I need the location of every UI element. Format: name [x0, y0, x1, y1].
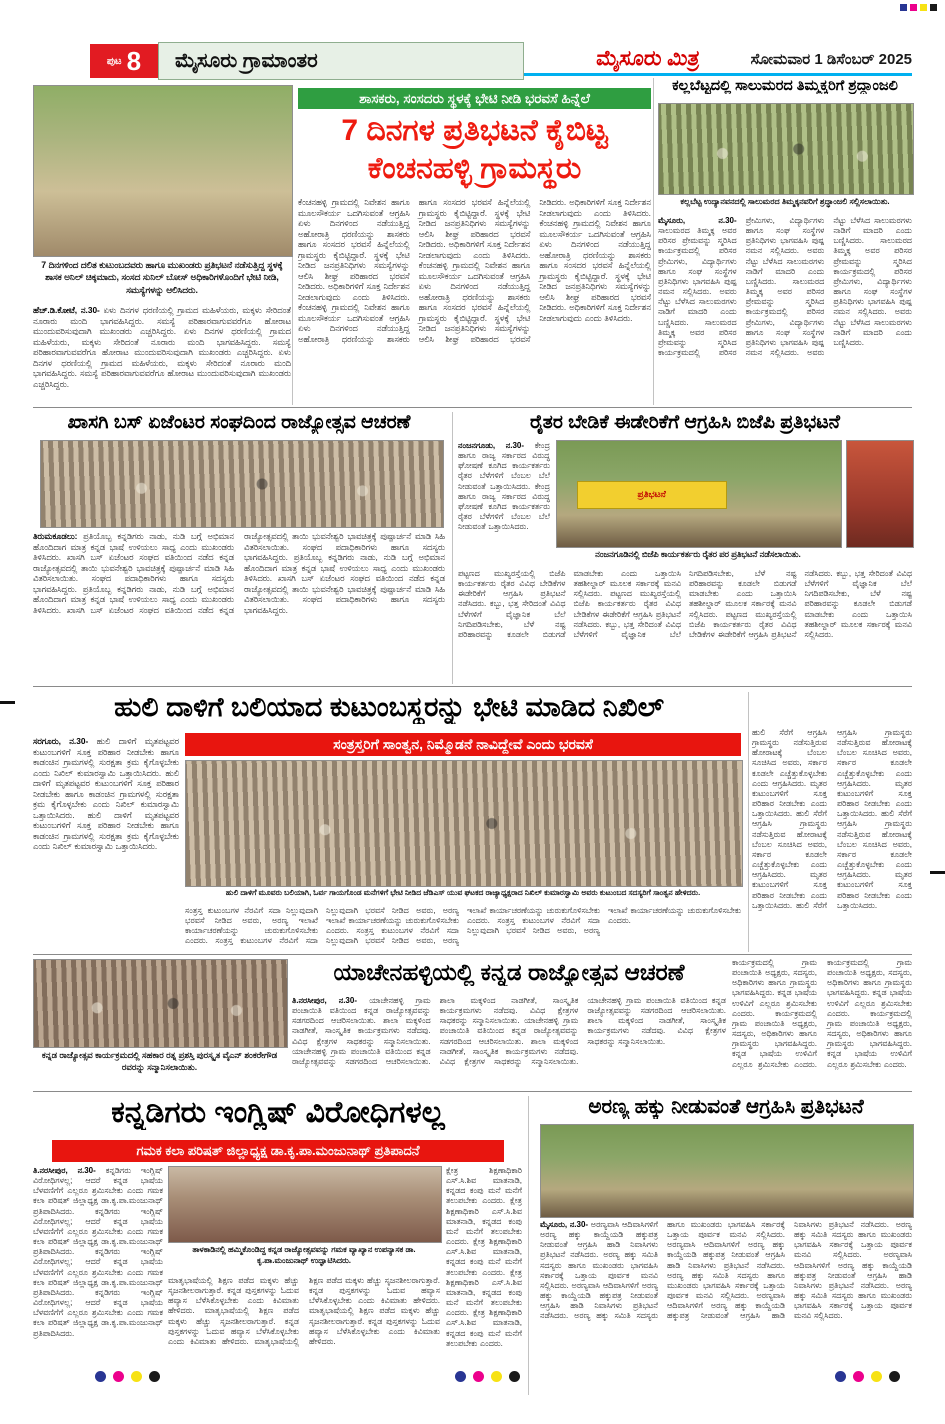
registration-dot — [113, 1371, 124, 1382]
lead-headline — [298, 112, 651, 189]
section-title: ಮೈಸೂರು ಗ್ರಾಮಾಂತರ — [175, 49, 318, 72]
registration-dot — [473, 1371, 484, 1382]
edition-date: ಸೋಮವಾರ 1 ಡಿಸೆಂಬರ್ 2025 — [750, 51, 912, 68]
lead-headline-line1: 7 ದಿನಗಳ ಪ್ರತಿಭಟನೆ ಕೈಬಿಟ್ಟ — [341, 114, 608, 147]
registration-dot — [131, 1371, 142, 1382]
divider — [33, 407, 912, 408]
dateline: ತಿರುಮಕೂಡಲು: — [33, 531, 84, 541]
dateline: ತಿ.ನರಸೀಪುರ, ನ.30- — [33, 1166, 106, 1175]
page-label: ಪುಟ — [106, 55, 122, 67]
article-body: ತಿರುಮಕೂಡಲು: ಪ್ರತಿಯೊಬ್ಬ ಕನ್ನಡಿಗರು ನಾಡು, ನುಡಿ ಬಗ್ಗೆ ಅಭಿಮಾನ ಹೊಂದಿದಾಗ ಮಾತ್ರ ಕನ್ನಡ ಭಾಷೆ ಉಳಿಯಲು ಸಾಧ್ಯ ಎಂದು ಮುಖಂಡರು ತಿಳಿಸಿದರು. ಖಾಸಗಿ ಬಸ್ ಏಜೆಂಟರ ಸಂಘದ ವತಿಯಿಂದ ನಡೆದ ಕನ್ನಡ ರಾಜ್ಯೋತ್ಸವದಲ್ಲಿ ತಾಯಿ ಭುವನೇಶ್ವರಿ ಭಾವಚಿತ್ರಕ್ಕೆ ಪುಷ್ಪಾರ್ಚನೆ ಮಾಡಿ ಸಿಹಿ ವಿತರಿಸಲಾಯಿತು. ಸಂಘದ ಪದಾಧಿಕಾರಿಗಳು ಹಾಗೂ ಸದಸ್ಯರು ಭಾಗವಹಿಸಿದ್ದರು. ಪ್ರತಿಯೊಬ್ಬ ಕನ್ನಡಿಗರು ನಾಡು, ನುಡಿ ಬಗ್ಗೆ ಅಭಿಮಾನ ಹೊಂದಿದಾಗ ಮಾತ್ರ ಕನ್ನಡ ಭಾಷೆ ಉಳಿಯಲು ಸಾಧ್ಯ ಎಂದು ಮುಖಂಡರು ತಿಳಿಸಿದರು. ಖಾಸಗಿ ಬಸ್ ಏಜೆಂಟರ ಸಂಘದ ವತಿಯಿಂದ ನಡೆದ ಕನ್ನಡ ರಾಜ್ಯೋತ್ಸವದಲ್ಲಿ ತಾಯಿ ಭುವನೇಶ್ವರಿ ಭಾವಚಿತ್ರಕ್ಕೆ ಪುಷ್ಪಾರ್ಚನೆ ಮಾಡಿ ಸಿಹಿ ವಿತರಿಸಲಾಯಿತು. ಸಂಘದ ಪದಾಧಿಕಾರಿಗಳು ಹಾಗೂ ಸದಸ್ಯರು ಭಾಗವಹಿಸಿದ್ದರು. ಪ್ರತಿಯೊಬ್ಬ ಕನ್ನಡಿಗರು ನಾಡು, ನುಡಿ ಬಗ್ಗೆ ಅಭಿಮಾನ ಹೊಂದಿದಾಗ ಮಾತ್ರ ಕನ್ನಡ ಭಾಷೆ ಉಳಿಯಲು ಸಾಧ್ಯ ಎಂದು ಮುಖಂಡರು ತಿಳಿಸಿದರು. ಖಾಸಗಿ ಬಸ್ ಏಜೆಂಟರ ಸಂಘದ ವತಿಯಿಂದ ನಡೆದ ಕನ್ನಡ ರಾಜ್ಯೋತ್ಸವದಲ್ಲಿ ತಾಯಿ ಭುವನೇಶ್ವರಿ ಭಾವಚಿತ್ರಕ್ಕೆ ಪುಷ್ಪಾರ್ಚನೆ ಮಾಡಿ ಸಿಹಿ ವಿತರಿಸಲಾಯಿತು. ಸಂಘದ ಪದಾಧಿಕಾರಿಗಳು ಹಾಗೂ ಸದಸ್ಯರು ಭಾಗವಹಿಸಿದ್ದರು. — [33, 531, 445, 615]
dateline: ಸರಗೂರು, ನ.30- — [33, 736, 97, 746]
registration-dot — [930, 4, 937, 11]
article-photo-kenchanahalli — [33, 85, 293, 257]
article-photo-english — [168, 1166, 442, 1243]
dateline: ಮೈಸೂರು, ನ.30- — [658, 216, 737, 225]
article-body: ಮೈಸೂರು, ನ.30- ಸಾಲುಮರದ ತಿಮ್ಮಕ್ಕ ಅವರ ಪರಿಸರ ಪ್ರೇಮವನ್ನು ಸ್ಮರಿಸಿದ ಕಾರ್ಯಕ್ರಮದಲ್ಲಿ ಪರಿಸರ ಪ್ರೇಮಿಗಳು, ವಿದ್ಯಾರ್ಥಿಗಳು ಹಾಗೂ ಸಂಘ ಸಂಸ್ಥೆಗಳ ಪ್ರತಿನಿಧಿಗಳು ಭಾಗವಹಿಸಿ ಪುಷ್ಪ ನಮನ ಸಲ್ಲಿಸಿದರು. ಅವರು ನೆಟ್ಟು ಬೆಳೆಸಿದ ಸಾಲುಮರಗಳು ನಾಡಿಗೆ ಮಾದರಿ ಎಂದು ಬಣ್ಣಿಸಿದರು. ಸಾಲುಮರದ ತಿಮ್ಮಕ್ಕ ಅವರ ಪರಿಸರ ಪ್ರೇಮವನ್ನು ಸ್ಮರಿಸಿದ ಕಾರ್ಯಕ್ರಮದಲ್ಲಿ ಪರಿಸರ ಪ್ರೇಮಿಗಳು, ವಿದ್ಯಾರ್ಥಿಗಳು ಹಾಗೂ ಸಂಘ ಸಂಸ್ಥೆಗಳ ಪ್ರತಿನಿಧಿಗಳು ಭಾಗವಹಿಸಿ ಪುಷ್ಪ ನಮನ ಸಲ್ಲಿಸಿದರು. ಅವರು ನೆಟ್ಟು ಬೆಳೆಸಿದ ಸಾಲುಮರಗಳು ನಾಡಿಗೆ ಮಾದರಿ ಎಂದು ಬಣ್ಣಿಸಿದರು. ಸಾಲುಮರದ ತಿಮ್ಮಕ್ಕ ಅವರ ಪರಿಸರ ಪ್ರೇಮವನ್ನು ಸ್ಮರಿಸಿದ ಕಾರ್ಯಕ್ರಮದಲ್ಲಿ ಪರಿಸರ ಪ್ರೇಮಿಗಳು, ವಿದ್ಯಾರ್ಥಿಗಳು ಹಾಗೂ ಸಂಘ ಸಂಸ್ಥೆಗಳ ಪ್ರತಿನಿಧಿಗಳು ಭಾಗವಹಿಸಿ ಪುಷ್ಪ ನಮನ ಸಲ್ಲಿಸಿದರು. ಅವರು ನೆಟ್ಟು ಬೆಳೆಸಿದ ಸಾಲುಮರಗಳು ನಾಡಿಗೆ ಮಾದರಿ ಎಂದು ಬಣ್ಣಿಸಿದರು. ಸಾಲುಮರದ ತಿಮ್ಮಕ್ಕ ಅವರ ಪರಿಸರ ಪ್ರೇಮವನ್ನು ಸ್ಮರಿಸಿದ ಕಾರ್ಯಕ್ರಮದಲ್ಲಿ ಪರಿಸರ ಪ್ರೇಮಿಗಳು, ವಿದ್ಯಾರ್ಥಿಗಳು ಹಾಗೂ ಸಂಘ ಸಂಸ್ಥೆಗಳ ಪ್ರತಿನಿಧಿಗಳು ಭಾಗವಹಿಸಿ ಪುಷ್ಪ ನಮನ ಸಲ್ಲಿಸಿದರು. ಅವರು ನೆಟ್ಟು ಬೆಳೆಸಿದ ಸಾಲುಮರಗಳು ನಾಡಿಗೆ ಮಾದರಿ ಎಂದು ಬಣ್ಣಿಸಿದರು. — [658, 216, 912, 358]
divider — [33, 686, 912, 687]
registration-dot — [835, 1371, 846, 1382]
registration-dot — [509, 1371, 520, 1382]
article-photo-tiger — [185, 760, 743, 887]
article-body: ಕಾರ್ಯಕ್ರಮದಲ್ಲಿ ಗ್ರಾಮ ಪಂಚಾಯಿತಿ ಅಧ್ಯಕ್ಷರು, ಸದಸ್ಯರು, ಅಧಿಕಾರಿಗಳು ಹಾಗೂ ಗ್ರಾಮಸ್ಥರು ಭಾಗವಹಿಸಿದ್ದರು. ಕನ್ನಡ ಭಾಷೆಯ ಉಳಿವಿಗೆ ಎಲ್ಲರೂ ಶ್ರಮಿಸಬೇಕು ಎಂದರು. ಕಾರ್ಯಕ್ರಮದಲ್ಲಿ ಗ್ರಾಮ ಪಂಚಾಯಿತಿ ಅಧ್ಯಕ್ಷರು, ಸದಸ್ಯರು, ಅಧಿಕಾರಿಗಳು ಹಾಗೂ ಗ್ರಾಮಸ್ಥರು ಭಾಗವಹಿಸಿದ್ದರು. ಕನ್ನಡ ಭಾಷೆಯ ಉಳಿವಿಗೆ ಎಲ್ಲರೂ ಶ್ರಮಿಸಬೇಕು ಎಂದರು. ಕಾರ್ಯಕ್ರಮದಲ್ಲಿ ಗ್ರಾಮ ಪಂಚಾಯಿತಿ ಅಧ್ಯಕ್ಷರು, ಸದಸ್ಯರು, ಅಧಿಕಾರಿಗಳು ಹಾಗೂ ಗ್ರಾಮಸ್ಥರು ಭಾಗವಹಿಸಿದ್ದರು. ಕನ್ನಡ ಭಾಷೆಯ ಉಳಿವಿಗೆ ಎಲ್ಲರೂ ಶ್ರಮಿಸಬೇಕು ಎಂದರು. ಕಾರ್ಯಕ್ರಮದಲ್ಲಿ ಗ್ರಾಮ ಪಂಚಾಯಿತಿ ಅಧ್ಯಕ್ಷರು, ಸದಸ್ಯರು, ಅಧಿಕಾರಿಗಳು ಹಾಗೂ ಗ್ರಾಮಸ್ಥರು ಭಾಗವಹಿಸಿದ್ದರು. ಕನ್ನಡ ಭಾಷೆಯ ಉಳಿವಿಗೆ ಎಲ್ಲರೂ ಶ್ರಮಿಸಬೇಕು ಎಂದರು. — [732, 958, 912, 1069]
article-headline-rajyotsava: ಯಾಚೇನಹಳ್ಳಿಯಲ್ಲಿ ಕನ್ನಡ ರಾಜ್ಯೋತ್ಸವ ಆಚರಣೆ — [333, 959, 685, 985]
crop-mark-left — [0, 701, 15, 704]
article-body: ನಂಜನಗೂಡು, ನ.30- ಕೇಂದ್ರ ಹಾಗೂ ರಾಜ್ಯ ಸರ್ಕಾರದ ವಿರುದ್ಧ ಘೋಷಣೆ ಕೂಗಿದ ಕಾರ್ಯಕರ್ತರು ರೈತರ ಬೆಳೆಗಳಿಗೆ ಬೆಂಬಲ ಬೆಲೆ ನೀಡುವಂತೆ ಒತ್ತಾಯಿಸಿದರು. ಕೇಂದ್ರ ಹಾಗೂ ರಾಜ್ಯ ಸರ್ಕಾರದ ವಿರುದ್ಧ ಘೋಷಣೆ ಕೂಗಿದ ಕಾರ್ಯಕರ್ತರು ರೈತರ ಬೆಳೆಗಳಿಗೆ ಬೆಂಬಲ ಬೆಲೆ ನೀಡುವಂತೆ ಒತ್ತಾಯಿಸಿದರು. — [458, 441, 550, 532]
dateline: ನಂಜನಗೂಡು, ನ.30- — [458, 441, 535, 450]
article-photo-thimmakka — [658, 103, 914, 195]
article-photo-rajyotsava — [33, 959, 288, 1048]
article-body: ಕೆಂಚನಹಳ್ಳಿ ಗ್ರಾಮದಲ್ಲಿ ನಿವೇಶನ ಹಾಗೂ ಮೂಲಸೌಕರ್ಯ ಒದಗಿಸುವಂತೆ ಆಗ್ರಹಿಸಿ ಏಳು ದಿನಗಳಿಂದ ನಡೆಯುತ್ತಿದ್ದ ಅಹೋರಾತ್ರಿ ಧರಣಿಯನ್ನು ಶಾಸಕರು ಹಾಗೂ ಸಂಸದರ ಭರವಸೆ ಹಿನ್ನೆಲೆಯಲ್ಲಿ ಗ್ರಾಮಸ್ಥರು ಕೈಬಿಟ್ಟಿದ್ದಾರೆ. ಸ್ಥಳಕ್ಕೆ ಭೇಟಿ ನೀಡಿದ ಜನಪ್ರತಿನಿಧಿಗಳು ಸಮಸ್ಯೆಗಳನ್ನು ಆಲಿಸಿ ಶೀಘ್ರ ಪರಿಹಾರದ ಭರವಸೆ ನೀಡಿದರು. ಅಧಿಕಾರಿಗಳಿಗೆ ಸೂಕ್ತ ನಿರ್ದೇಶನ ನೀಡಲಾಗುವುದು ಎಂದು ತಿಳಿಸಿದರು. ಕೆಂಚನಹಳ್ಳಿ ಗ್ರಾಮದಲ್ಲಿ ನಿವೇಶನ ಹಾಗೂ ಮೂಲಸೌಕರ್ಯ ಒದಗಿಸುವಂತೆ ಆಗ್ರಹಿಸಿ ಏಳು ದಿನಗಳಿಂದ ನಡೆಯುತ್ತಿದ್ದ ಅಹೋರಾತ್ರಿ ಧರಣಿಯನ್ನು ಶಾಸಕರು ಹಾಗೂ ಸಂಸದರ ಭರವಸೆ ಹಿನ್ನೆಲೆಯಲ್ಲಿ ಗ್ರಾಮಸ್ಥರು ಕೈಬಿಟ್ಟಿದ್ದಾರೆ. ಸ್ಥಳಕ್ಕೆ ಭೇಟಿ ನೀಡಿದ ಜನಪ್ರತಿನಿಧಿಗಳು ಸಮಸ್ಯೆಗಳನ್ನು ಆಲಿಸಿ ಶೀಘ್ರ ಪರಿಹಾರದ ಭರವಸೆ ನೀಡಿದರು. ಅಧಿಕಾರಿಗಳಿಗೆ ಸೂಕ್ತ ನಿರ್ದೇಶನ ನೀಡಲಾಗುವುದು ಎಂದು ತಿಳಿಸಿದರು. ಕೆಂಚನಹಳ್ಳಿ ಗ್ರಾಮದಲ್ಲಿ ನಿವೇಶನ ಹಾಗೂ ಮೂಲಸೌಕರ್ಯ ಒದಗಿಸುವಂತೆ ಆಗ್ರಹಿಸಿ ಏಳು ದಿನಗಳಿಂದ ನಡೆಯುತ್ತಿದ್ದ ಅಹೋರಾತ್ರಿ ಧರಣಿಯನ್ನು ಶಾಸಕರು ಹಾಗೂ ಸಂಸದರ ಭರವಸೆ ಹಿನ್ನೆಲೆಯಲ್ಲಿ ಗ್ರಾಮಸ್ಥರು ಕೈಬಿಟ್ಟಿದ್ದಾರೆ. ಸ್ಥಳಕ್ಕೆ ಭೇಟಿ ನೀಡಿದ ಜನಪ್ರತಿನಿಧಿಗಳು ಸಮಸ್ಯೆಗಳನ್ನು ಆಲಿಸಿ ಶೀಘ್ರ ಪರಿಹಾರದ ಭರವಸೆ ನೀಡಿದರು. ಅಧಿಕಾರಿಗಳಿಗೆ ಸೂಕ್ತ ನಿರ್ದೇಶನ ನೀಡಲಾಗುವುದು ಎಂದು ತಿಳಿಸಿದರು. ಕೆಂಚನಹಳ್ಳಿ ಗ್ರಾಮದಲ್ಲಿ ನಿವೇಶನ ಹಾಗೂ ಮೂಲಸೌಕರ್ಯ ಒದಗಿಸುವಂತೆ ಆಗ್ರಹಿಸಿ ಏಳು ದಿನಗಳಿಂದ ನಡೆಯುತ್ತಿದ್ದ ಅಹೋರಾತ್ರಿ ಧರಣಿಯನ್ನು ಶಾಸಕರು ಹಾಗೂ ಸಂಸದರ ಭರವಸೆ ಹಿನ್ನೆಲೆಯಲ್ಲಿ ಗ್ರಾಮಸ್ಥರು ಕೈಬಿಟ್ಟಿದ್ದಾರೆ. ಸ್ಥಳಕ್ಕೆ ಭೇಟಿ ನೀಡಿದ ಜನಪ್ರತಿನಿಧಿಗಳು ಸಮಸ್ಯೆಗಳನ್ನು ಆಲಿಸಿ ಶೀಘ್ರ ಪರಿಹಾರದ ಭರವಸೆ ನೀಡಿದರು. ಅಧಿಕಾರಿಗಳಿಗೆ ಸೂಕ್ತ ನಿರ್ದೇಶನ ನೀಡಲಾಗುವುದು ಎಂದು ತಿಳಿಸಿದರು. — [298, 197, 651, 344]
registration-dot — [900, 4, 907, 11]
article-body-continuation: ಹುಲಿ ಸೆರೆಗೆ ಆಗ್ರಹಿಸಿ ಗ್ರಾಮಸ್ಥರು ನಡೆಸುತ್ತಿರುವ ಹೋರಾಟಕ್ಕೆ ಬೆಂಬಲ ಸೂಚಿಸಿದ ಅವರು, ಸರ್ಕಾರ ಕೂಡಲೇ ಎಚ್ಚೆತ್ತುಕೊಳ್ಳಬೇಕು ಎಂದು ಆಗ್ರಹಿಸಿದರು. ಮೃತರ ಕುಟುಂಬಗಳಿಗೆ ಸೂಕ್ತ ಪರಿಹಾರ ನೀಡಬೇಕು ಎಂದು ಒತ್ತಾಯಿಸಿದರು. ಹುಲಿ ಸೆರೆಗೆ ಆಗ್ರಹಿಸಿ ಗ್ರಾಮಸ್ಥರು ನಡೆಸುತ್ತಿರುವ ಹೋರಾಟಕ್ಕೆ ಬೆಂಬಲ ಸೂಚಿಸಿದ ಅವರು, ಸರ್ಕಾರ ಕೂಡಲೇ ಎಚ್ಚೆತ್ತುಕೊಳ್ಳಬೇಕು ಎಂದು ಆಗ್ರಹಿಸಿದರು. ಮೃತರ ಕುಟುಂಬಗಳಿಗೆ ಸೂಕ್ತ ಪರಿಹಾರ ನೀಡಬೇಕು ಎಂದು ಒತ್ತಾಯಿಸಿದರು. ಹುಲಿ ಸೆರೆಗೆ ಆಗ್ರಹಿಸಿ ಗ್ರಾಮಸ್ಥರು ನಡೆಸುತ್ತಿರುವ ಹೋರಾಟಕ್ಕೆ ಬೆಂಬಲ ಸೂಚಿಸಿದ ಅವರು, ಸರ್ಕಾರ ಕೂಡಲೇ ಎಚ್ಚೆತ್ತುಕೊಳ್ಳಬೇಕು ಎಂದು ಆಗ್ರಹಿಸಿದರು. ಮೃತರ ಕುಟುಂಬಗಳಿಗೆ ಸೂಕ್ತ ಪರಿಹಾರ ನೀಡಬೇಕು ಎಂದು ಒತ್ತಾಯಿಸಿದರು. ಹುಲಿ ಸೆರೆಗೆ ಆಗ್ರಹಿಸಿ ಗ್ರಾಮಸ್ಥರು ನಡೆಸುತ್ತಿರುವ ಹೋರಾಟಕ್ಕೆ ಬೆಂಬಲ ಸೂಚಿಸಿದ ಅವರು, ಸರ್ಕಾರ ಕೂಡಲೇ ಎಚ್ಚೆತ್ತುಕೊಳ್ಳಬೇಕು ಎಂದು ಆಗ್ರಹಿಸಿದರು. ಮೃತರ ಕುಟುಂಬಗಳಿಗೆ ಸೂಕ್ತ ಪರಿಹಾರ ನೀಡಬೇಕು ಎಂದು ಒತ್ತಾಯಿಸಿದರು. — [752, 728, 912, 910]
registration-dot — [853, 1371, 864, 1382]
registration-dot — [871, 1371, 882, 1382]
photo-caption: ಕನ್ನಡ ರಾಜ್ಯೋತ್ಸವ ಕಾರ್ಯಕ್ರಮದಲ್ಲಿ ಸಹಕಾರ ರತ್ನ ಪ್ರಶಸ್ತಿ ಪುರಸ್ಕೃತ ವೈಎನ್ ಶಂಕರೇಗೌಡ ರವರನ್ನು ಸನ್ಮಾನಿಸಲಾಯಿತು. — [41, 1050, 278, 1072]
kicker-bar: ಶಾಸಕರು, ಸಂಸದರು ಸ್ಥಳಕ್ಕೆ ಭೇಟಿ ನೀಡಿ ಭರವಸೆ ಹಿನ್ನೆಲೆ — [298, 88, 651, 109]
article-photo-bjp — [556, 440, 842, 548]
lead-headline-line2: ಕೆಂಚನಹಳ್ಳಿ ಗ್ರಾಮಸ್ಥರು — [367, 152, 582, 186]
article-body: ಮಾತೃಭಾಷೆಯಲ್ಲಿ ಶಿಕ್ಷಣ ಪಡೆದ ಮಕ್ಕಳು ಹೆಚ್ಚು ಸೃಜನಶೀಲರಾಗುತ್ತಾರೆ. ಕನ್ನಡ ಪುಸ್ತಕಗಳನ್ನು ಓದುವ ಹವ್ಯಾಸ ಬೆಳೆಸಿಕೊಳ್ಳಬೇಕು ಎಂದು ಕಿವಿಮಾತು ಹೇಳಿದರು. ಮಾತೃಭಾಷೆಯಲ್ಲಿ ಶಿಕ್ಷಣ ಪಡೆದ ಮಕ್ಕಳು ಹೆಚ್ಚು ಸೃಜನಶೀಲರಾಗುತ್ತಾರೆ. ಕನ್ನಡ ಪುಸ್ತಕಗಳನ್ನು ಓದುವ ಹವ್ಯಾಸ ಬೆಳೆಸಿಕೊಳ್ಳಬೇಕು ಎಂದು ಕಿವಿಮಾತು ಹೇಳಿದರು. ಮಾತೃಭಾಷೆಯಲ್ಲಿ ಶಿಕ್ಷಣ ಪಡೆದ ಮಕ್ಕಳು ಹೆಚ್ಚು ಸೃಜನಶೀಲರಾಗುತ್ತಾರೆ. ಕನ್ನಡ ಪುಸ್ತಕಗಳನ್ನು ಓದುವ ಹವ್ಯಾಸ ಬೆಳೆಸಿಕೊಳ್ಳಬೇಕು ಎಂದು ಕಿವಿಮಾತು ಹೇಳಿದರು. ಮಾತೃಭಾಷೆಯಲ್ಲಿ ಶಿಕ್ಷಣ ಪಡೆದ ಮಕ್ಕಳು ಹೆಚ್ಚು ಸೃಜನಶೀಲರಾಗುತ್ತಾರೆ. ಕನ್ನಡ ಪುಸ್ತಕಗಳನ್ನು ಓದುವ ಹವ್ಯಾಸ ಬೆಳೆಸಿಕೊಳ್ಳಬೇಕು ಎಂದು ಕಿವಿಮಾತು ಹೇಳಿದರು. — [168, 1276, 440, 1346]
article-photo-bus-agents — [40, 440, 444, 528]
dateline: ಮೈಸೂರು, ನ.30- — [540, 1220, 591, 1229]
article-body: ಹೆಚ್.ಡಿ.ಕೋಟೆ, ನ.30- ಏಳು ದಿನಗಳ ಧರಣಿಯಲ್ಲಿ ಗ್ರಾಮದ ಮಹಿಳೆಯರು, ಮಕ್ಕಳು ಸೇರಿದಂತೆ ನೂರಾರು ಮಂದಿ ಭಾಗವಹಿಸಿದ್ದರು. ಸಮಸ್ಯೆ ಪರಿಹಾರವಾಗುವವರೆಗೂ ಹೋರಾಟ ಮುಂದುವರಿಸುವುದಾಗಿ ಮುಖಂಡರು ಎಚ್ಚರಿಸಿದ್ದರು. ಏಳು ದಿನಗಳ ಧರಣಿಯಲ್ಲಿ ಗ್ರಾಮದ ಮಹಿಳೆಯರು, ಮಕ್ಕಳು ಸೇರಿದಂತೆ ನೂರಾರು ಮಂದಿ ಭಾಗವಹಿಸಿದ್ದರು. ಸಮಸ್ಯೆ ಪರಿಹಾರವಾಗುವವರೆಗೂ ಹೋರಾಟ ಮುಂದುವರಿಸುವುದಾಗಿ ಮುಖಂಡರು ಎಚ್ಚರಿಸಿದ್ದರು. ಏಳು ದಿನಗಳ ಧರಣಿಯಲ್ಲಿ ಗ್ರಾಮದ ಮಹಿಳೆಯರು, ಮಕ್ಕಳು ಸೇರಿದಂತೆ ನೂರಾರು ಮಂದಿ ಭಾಗವಹಿಸಿದ್ದರು. ಸಮಸ್ಯೆ ಪರಿಹಾರವಾಗುವವರೆಗೂ ಹೋರಾಟ ಮುಂದುವರಿಸುವುದಾಗಿ ಮುಖಂಡರು ಎಚ್ಚರಿಸಿದ್ದರು. — [33, 305, 291, 389]
masthead-rule — [524, 73, 912, 76]
article-headline-bus-agents: ಖಾಸಗಿ ಬಸ್ ಏಜೆಂಟರ ಸಂಘದಿಂದ ರಾಜ್ಯೋತ್ಸವ ಆಚರಣೆ — [67, 412, 411, 433]
article-subhead-tiger: ಸಂತ್ರಸ್ತರಿಗೆ ಸಾಂತ್ವನ, ನಿಮ್ಮೊಡನೆ ನಾವಿದ್ದೇವೆ ಎಂದು ಭರವಸೆ — [185, 733, 741, 756]
photo-caption: ನಂಜನಗೂಡಿನಲ್ಲಿ ಬಿಜೆಪಿ ಕಾರ್ಯಕರ್ತರು ರೈತರ ಪರ ಪ್ರತಿಭಟನೆ ನಡೆಸಲಾಯಿತು. — [595, 549, 801, 559]
article-photo-bjp-detail — [846, 440, 914, 548]
article-headline-english: ಕನ್ನಡಿಗರು ಇಂಗ್ಲಿಷ್ ವಿರೋಧಿಗಳಲ್ಲ — [111, 1096, 445, 1129]
registration-dot — [149, 1371, 160, 1382]
registration-dot — [455, 1371, 466, 1382]
article-body: ಮೈಸೂರು, ನ.30- ಅರಣ್ಯವಾಸಿ ಆದಿವಾಸಿಗಳಿಗೆ ಅರಣ್ಯ ಹಕ್ಕು ಕಾಯ್ದೆಯಡಿ ಹಕ್ಕುಪತ್ರ ನೀಡುವಂತೆ ಆಗ್ರಹಿಸಿ ಹಾಡಿ ನಿವಾಸಿಗಳು ಪ್ರತಿಭಟನೆ ನಡೆಸಿದರು. ಅರಣ್ಯ ಹಕ್ಕು ಸಮಿತಿ ಸದಸ್ಯರು ಹಾಗೂ ಮುಖಂಡರು ಭಾಗವಹಿಸಿ ಸರ್ಕಾರಕ್ಕೆ ಒತ್ತಾಯ ಪೂರ್ವಕ ಮನವಿ ಸಲ್ಲಿಸಿದರು. ಅರಣ್ಯವಾಸಿ ಆದಿವಾಸಿಗಳಿಗೆ ಅರಣ್ಯ ಹಕ್ಕು ಕಾಯ್ದೆಯಡಿ ಹಕ್ಕುಪತ್ರ ನೀಡುವಂತೆ ಆಗ್ರಹಿಸಿ ಹಾಡಿ ನಿವಾಸಿಗಳು ಪ್ರತಿಭಟನೆ ನಡೆಸಿದರು. ಅರಣ್ಯ ಹಕ್ಕು ಸಮಿತಿ ಸದಸ್ಯರು ಹಾಗೂ ಮುಖಂಡರು ಭಾಗವಹಿಸಿ ಸರ್ಕಾರಕ್ಕೆ ಒತ್ತಾಯ ಪೂರ್ವಕ ಮನವಿ ಸಲ್ಲಿಸಿದರು. ಅರಣ್ಯವಾಸಿ ಆದಿವಾಸಿಗಳಿಗೆ ಅರಣ್ಯ ಹಕ್ಕು ಕಾಯ್ದೆಯಡಿ ಹಕ್ಕುಪತ್ರ ನೀಡುವಂತೆ ಆಗ್ರಹಿಸಿ ಹಾಡಿ ನಿವಾಸಿಗಳು ಪ್ರತಿಭಟನೆ ನಡೆಸಿದರು. ಅರಣ್ಯ ಹಕ್ಕು ಸಮಿತಿ ಸದಸ್ಯರು ಹಾಗೂ ಮುಖಂಡರು ಭಾಗವಹಿಸಿ ಸರ್ಕಾರಕ್ಕೆ ಒತ್ತಾಯ ಪೂರ್ವಕ ಮನವಿ ಸಲ್ಲಿಸಿದರು. ಅರಣ್ಯವಾಸಿ ಆದಿವಾಸಿಗಳಿಗೆ ಅರಣ್ಯ ಹಕ್ಕು ಕಾಯ್ದೆಯಡಿ ಹಕ್ಕುಪತ್ರ ನೀಡುವಂತೆ ಆಗ್ರಹಿಸಿ ಹಾಡಿ ನಿವಾಸಿಗಳು ಪ್ರತಿಭಟನೆ ನಡೆಸಿದರು. ಅರಣ್ಯ ಹಕ್ಕು ಸಮಿತಿ ಸದಸ್ಯರು ಹಾಗೂ ಮುಖಂಡರು ಭಾಗವಹಿಸಿ ಸರ್ಕಾರಕ್ಕೆ ಒತ್ತಾಯ ಪೂರ್ವಕ ಮನವಿ ಸಲ್ಲಿಸಿದರು. ಅರಣ್ಯವಾಸಿ ಆದಿವಾಸಿಗಳಿಗೆ ಅರಣ್ಯ ಹಕ್ಕು ಕಾಯ್ದೆಯಡಿ ಹಕ್ಕುಪತ್ರ ನೀಡುವಂತೆ ಆಗ್ರಹಿಸಿ ಹಾಡಿ ನಿವಾಸಿಗಳು ಪ್ರತಿಭಟನೆ ನಡೆಸಿದರು. ಅರಣ್ಯ ಹಕ್ಕು ಸಮಿತಿ ಸದಸ್ಯರು ಹಾಗೂ ಮುಖಂಡರು ಭಾಗವಹಿಸಿ ಸರ್ಕಾರಕ್ಕೆ ಒತ್ತಾಯ ಪೂರ್ವಕ ಮನವಿ ಸಲ್ಲಿಸಿದರು. — [540, 1220, 912, 1321]
article-body: ಸರಗೂರು, ನ.30- ಹುಲಿ ದಾಳಿಗೆ ಮೃತಪಟ್ಟವರ ಕುಟುಂಬಗಳಿಗೆ ಸೂಕ್ತ ಪರಿಹಾರ ನೀಡಬೇಕು ಹಾಗೂ ಕಾಡಂಚಿನ ಗ್ರಾಮಗಳಲ್ಲಿ ಸುರಕ್ಷತಾ ಕ್ರಮ ಕೈಗೊಳ್ಳಬೇಕು ಎಂದು ನಿಖಿಲ್ ಕುಮಾರಸ್ವಾಮಿ ಒತ್ತಾಯಿಸಿದರು. ಹುಲಿ ದಾಳಿಗೆ ಮೃತಪಟ್ಟವರ ಕುಟುಂಬಗಳಿಗೆ ಸೂಕ್ತ ಪರಿಹಾರ ನೀಡಬೇಕು ಹಾಗೂ ಕಾಡಂಚಿನ ಗ್ರಾಮಗಳಲ್ಲಿ ಸುರಕ್ಷತಾ ಕ್ರಮ ಕೈಗೊಳ್ಳಬೇಕು ಎಂದು ನಿಖಿಲ್ ಕುಮಾರಸ್ವಾಮಿ ಒತ್ತಾಯಿಸಿದರು. ಹುಲಿ ದಾಳಿಗೆ ಮೃತಪಟ್ಟವರ ಕುಟುಂಬಗಳಿಗೆ ಸೂಕ್ತ ಪರಿಹಾರ ನೀಡಬೇಕು ಹಾಗೂ ಕಾಡಂಚಿನ ಗ್ರಾಮಗಳಲ್ಲಿ ಸುರಕ್ಷತಾ ಕ್ರಮ ಕೈಗೊಳ್ಳಬೇಕು ಎಂದು ನಿಖಿಲ್ ಕುಮಾರಸ್ವಾಮಿ ಒತ್ತಾಯಿಸಿದರು. — [33, 736, 179, 852]
dateline: ಹೆಚ್.ಡಿ.ಕೋಟೆ, ನ.30- — [33, 305, 104, 315]
registration-dot — [889, 1371, 900, 1382]
dateline: ತಿ.ನರಸೀಪುರ, ನ.30- — [292, 996, 370, 1005]
protest-banner: ಪ್ರತಿಭಟನೆ — [577, 481, 727, 508]
section-title-bar — [158, 42, 524, 80]
divider — [33, 954, 912, 955]
article-body: ತಿ.ನರಸೀಪುರ, ನ.30- ಯಾಚೇನಹಳ್ಳಿ ಗ್ರಾಮ ಪಂಚಾಯಿತಿ ವತಿಯಿಂದ ಕನ್ನಡ ರಾಜ್ಯೋತ್ಸವವನ್ನು ಸಡಗರದಿಂದ ಆಚರಿಸಲಾಯಿತು. ಶಾಲಾ ಮಕ್ಕಳಿಂದ ನಾಡಗೀತೆ, ಸಾಂಸ್ಕೃತಿಕ ಕಾರ್ಯಕ್ರಮಗಳು ನಡೆದವು. ವಿವಿಧ ಕ್ಷೇತ್ರಗಳ ಸಾಧಕರನ್ನು ಸನ್ಮಾನಿಸಲಾಯಿತು. ಯಾಚೇನಹಳ್ಳಿ ಗ್ರಾಮ ಪಂಚಾಯಿತಿ ವತಿಯಿಂದ ಕನ್ನಡ ರಾಜ್ಯೋತ್ಸವವನ್ನು ಸಡಗರದಿಂದ ಆಚರಿಸಲಾಯಿತು. ಶಾಲಾ ಮಕ್ಕಳಿಂದ ನಾಡಗೀತೆ, ಸಾಂಸ್ಕೃತಿಕ ಕಾರ್ಯಕ್ರಮಗಳು ನಡೆದವು. ವಿವಿಧ ಕ್ಷೇತ್ರಗಳ ಸಾಧಕರನ್ನು ಸನ್ಮಾನಿಸಲಾಯಿತು. ಯಾಚೇನಹಳ್ಳಿ ಗ್ರಾಮ ಪಂಚಾಯಿತಿ ವತಿಯಿಂದ ಕನ್ನಡ ರಾಜ್ಯೋತ್ಸವವನ್ನು ಸಡಗರದಿಂದ ಆಚರಿಸಲಾಯಿತು. ಶಾಲಾ ಮಕ್ಕಳಿಂದ ನಾಡಗೀತೆ, ಸಾಂಸ್ಕೃತಿಕ ಕಾರ್ಯಕ್ರಮಗಳು ನಡೆದವು. ವಿವಿಧ ಕ್ಷೇತ್ರಗಳ ಸಾಧಕರನ್ನು ಸನ್ಮಾನಿಸಲಾಯಿತು. ಯಾಚೇನಹಳ್ಳಿ ಗ್ರಾಮ ಪಂಚಾಯಿತಿ ವತಿಯಿಂದ ಕನ್ನಡ ರಾಜ್ಯೋತ್ಸವವನ್ನು ಸಡಗರದಿಂದ ಆಚರಿಸಲಾಯಿತು. ಶಾಲಾ ಮಕ್ಕಳಿಂದ ನಾಡಗೀತೆ, ಸಾಂಸ್ಕೃತಿಕ ಕಾರ್ಯಕ್ರಮಗಳು ನಡೆದವು. ವಿವಿಧ ಕ್ಷೇತ್ರಗಳ ಸಾಧಕರನ್ನು ಸನ್ಮಾನಿಸಲಾಯಿತು. — [292, 996, 726, 1066]
registration-dot — [95, 1371, 106, 1382]
article-headline-forest: ಅರಣ್ಯ ಹಕ್ಕು ನೀಡುವಂತೆ ಆಗ್ರಹಿಸಿ ಪ್ರತಿಭಟನೆ — [588, 1096, 864, 1118]
article-body: ತಿ.ನರಸೀಪುರ, ನ.30- ಕನ್ನಡಿಗರು ಇಂಗ್ಲಿಷ್ ವಿರೋಧಿಗಳಲ್ಲ; ಆದರೆ ಕನ್ನಡ ಭಾಷೆಯ ಬೆಳವಣಿಗೆಗೆ ಎಲ್ಲರೂ ಶ್ರಮಿಸಬೇಕು ಎಂದು ಗಮಕ ಕಲಾ ಪರಿಷತ್ ಜಿಲ್ಲಾಧ್ಯಕ್ಷ ಡಾ.ಕೃ.ಪಾ.ಮಂಜುನಾಥ್ ಪ್ರತಿಪಾದಿಸಿದರು. ಕನ್ನಡಿಗರು ಇಂಗ್ಲಿಷ್ ವಿರೋಧಿಗಳಲ್ಲ; ಆದರೆ ಕನ್ನಡ ಭಾಷೆಯ ಬೆಳವಣಿಗೆಗೆ ಎಲ್ಲರೂ ಶ್ರಮಿಸಬೇಕು ಎಂದು ಗಮಕ ಕಲಾ ಪರಿಷತ್ ಜಿಲ್ಲಾಧ್ಯಕ್ಷ ಡಾ.ಕೃ.ಪಾ.ಮಂಜುನಾಥ್ ಪ್ರತಿಪಾದಿಸಿದರು. ಕನ್ನಡಿಗರು ಇಂಗ್ಲಿಷ್ ವಿರೋಧಿಗಳಲ್ಲ; ಆದರೆ ಕನ್ನಡ ಭಾಷೆಯ ಬೆಳವಣಿಗೆಗೆ ಎಲ್ಲರೂ ಶ್ರಮಿಸಬೇಕು ಎಂದು ಗಮಕ ಕಲಾ ಪರಿಷತ್ ಜಿಲ್ಲಾಧ್ಯಕ್ಷ ಡಾ.ಕೃ.ಪಾ.ಮಂಜುನಾಥ್ ಪ್ರತಿಪಾದಿಸಿದರು. ಕನ್ನಡಿಗರು ಇಂಗ್ಲಿಷ್ ವಿರೋಧಿಗಳಲ್ಲ; ಆದರೆ ಕನ್ನಡ ಭಾಷೆಯ ಬೆಳವಣಿಗೆಗೆ ಎಲ್ಲರೂ ಶ್ರಮಿಸಬೇಕು ಎಂದು ಗಮಕ ಕಲಾ ಪರಿಷತ್ ಜಿಲ್ಲಾಧ್ಯಕ್ಷ ಡಾ.ಕೃ.ಪಾ.ಮಂಜುನಾಥ್ ಪ್ರತಿಪಾದಿಸಿದರು. — [33, 1166, 163, 1338]
page-number-badge — [90, 44, 158, 78]
article-body: ಕ್ಷೇತ್ರ ಶಿಕ್ಷಣಾಧಿಕಾರಿ ಎಸ್.ಸಿ.ಶಿವ ಮಾತನಾಡಿ, ಕನ್ನಡದ ಕಂಪು ಮನೆ ಮನೆಗೆ ತಲುಪಬೇಕು ಎಂದರು. ಕ್ಷೇತ್ರ ಶಿಕ್ಷಣಾಧಿಕಾರಿ ಎಸ್.ಸಿ.ಶಿವ ಮಾತನಾಡಿ, ಕನ್ನಡದ ಕಂಪು ಮನೆ ಮನೆಗೆ ತಲುಪಬೇಕು ಎಂದರು. ಕ್ಷೇತ್ರ ಶಿಕ್ಷಣಾಧಿಕಾರಿ ಎಸ್.ಸಿ.ಶಿವ ಮಾತನಾಡಿ, ಕನ್ನಡದ ಕಂಪು ಮನೆ ಮನೆಗೆ ತಲುಪಬೇಕು ಎಂದರು. ಕ್ಷೇತ್ರ ಶಿಕ್ಷಣಾಧಿಕಾರಿ ಎಸ್.ಸಿ.ಶಿವ ಮಾತನಾಡಿ, ಕನ್ನಡದ ಕಂಪು ಮನೆ ಮನೆಗೆ ತಲುಪಬೇಕು ಎಂದರು. ಕ್ಷೇತ್ರ ಶಿಕ್ಷಣಾಧಿಕಾರಿ ಎಸ್.ಸಿ.ಶಿವ ಮಾತನಾಡಿ, ಕನ್ನಡದ ಕಂಪು ಮನೆ ಮನೆಗೆ ತಲುಪಬೇಕು ಎಂದರು. — [446, 1166, 522, 1348]
divider — [33, 1091, 912, 1092]
divider — [452, 412, 453, 684]
registration-dot — [920, 4, 927, 11]
page-number: 8 — [126, 46, 142, 76]
article-subhead-english: ಗಮಕ ಕಲಾ ಪರಿಷತ್ ಜಿಲ್ಲಾಧ್ಯಕ್ಷ ಡಾ.ಕೃ.ಪಾ.ಮಂಜುನಾಥ್ ಪ್ರತಿಪಾದನೆ — [52, 1140, 504, 1162]
photo-caption: 7 ದಿನಗಳಿಂದ ದಲಿತ ಕುಟುಂಬದವರು ಹಾಗೂ ಮುಖಂಡರು ಪ್ರತಿಭಟನೆ ನಡೆಸುತ್ತಿದ್ದ ಸ್ಥಳಕ್ಕೆ ಶಾಸಕ ಅನಿಲ್ ಚಿಕ್ಕಮಾದು, ಸಂಸದ ಸುನಿಲ್ ಬೋಸ್ ಅಧಿಕಾರಿಗಳೊಂದಿಗೆ ಭೇಟಿ ನೀಡಿ, ಸಮಸ್ಯೆಗಳನ್ನು ಆಲಿಸಿದರು. — [41, 260, 283, 295]
article-body: ಸಂತ್ರಸ್ತ ಕುಟುಂಬಗಳ ನೆರವಿಗೆ ಸದಾ ನಿಲ್ಲುವುದಾಗಿ ಭರವಸೆ ನೀಡಿದ ಅವರು, ಅರಣ್ಯ ಇಲಾಖೆ ಕಾರ್ಯಾಚರಣೆಯನ್ನು ಚುರುಕುಗೊಳಿಸಬೇಕು ಎಂದರು. ಸಂತ್ರಸ್ತ ಕುಟುಂಬಗಳ ನೆರವಿಗೆ ಸದಾ ನಿಲ್ಲುವುದಾಗಿ ಭರವಸೆ ನೀಡಿದ ಅವರು, ಅರಣ್ಯ ಇಲಾಖೆ ಕಾರ್ಯಾಚರಣೆಯನ್ನು ಚುರುಕುಗೊಳಿಸಬೇಕು ಎಂದರು. ಸಂತ್ರಸ್ತ ಕುಟುಂಬಗಳ ನೆರವಿಗೆ ಸದಾ ನಿಲ್ಲುವುದಾಗಿ ಭರವಸೆ ನೀಡಿದ ಅವರು, ಅರಣ್ಯ ಇಲಾಖೆ ಕಾರ್ಯಾಚರಣೆಯನ್ನು ಚುರುಕುಗೊಳಿಸಬೇಕು ಎಂದರು. ಸಂತ್ರಸ್ತ ಕುಟುಂಬಗಳ ನೆರವಿಗೆ ಸದಾ ನಿಲ್ಲುವುದಾಗಿ ಭರವಸೆ ನೀಡಿದ ಅವರು, ಅರಣ್ಯ ಇಲಾಖೆ ಕಾರ್ಯಾಚರಣೆಯನ್ನು ಚುರುಕುಗೊಳಿಸಬೇಕು ಎಂದರು. — [185, 906, 741, 946]
photo-caption: ಕಲ್ಲಬೆಟ್ಟ ಉದ್ಯಾನವನದಲ್ಲಿ ಸಾಲುಮರದ ತಿಮ್ಮಕ್ಕನವರಿಗೆ ಶ್ರದ್ಧಾಂಜಲಿ ಸಲ್ಲಿಸಲಾಯಿತು. — [680, 197, 890, 206]
article-headline-tiger: ಹುಲಿ ದಾಳಿಗೆ ಬಲಿಯಾದ ಕುಟುಂಬಸ್ಥರನ್ನು ಭೇಟಿ ಮಾಡಿದ ನಿಖಿಲ್ — [114, 692, 664, 722]
article-photo-forest — [540, 1124, 914, 1218]
photo-caption: ಹುಲಿ ದಾಳಿಗೆ ಮೂವರು ಬಲಿಯಾಗಿ, ಓರ್ವ ಗಾಯಗೊಂಡ ಮನೆಗಳಿಗೆ ಭೇಟಿ ನೀಡಿದ ಜೆಡಿಎಸ್ ಯುವ ಘಟಕದ ರಾಜ್ಯಾಧ್ಯಕ್ಷರಾದ ನಿಖಿಲ್ ಕುಮಾರಸ್ವಾಮಿ ಅವರು ಕುಟುಂಬದ ಸದಸ್ಯರಿಗೆ ಸಾಂತ್ವನ ಹೇಳಿದರು. — [225, 888, 701, 897]
article-body: ಪಟ್ಟಣದ ಮುಖ್ಯರಸ್ತೆಯಲ್ಲಿ ಬಿಜೆಪಿ ಕಾರ್ಯಕರ್ತರು ರೈತರ ವಿವಿಧ ಬೇಡಿಕೆಗಳ ಈಡೇರಿಕೆಗೆ ಆಗ್ರಹಿಸಿ ಪ್ರತಿಭಟನೆ ನಡೆಸಿದರು. ಕಬ್ಬು, ಭತ್ತ ಸೇರಿದಂತೆ ವಿವಿಧ ಬೆಳೆಗಳಿಗೆ ವೈಜ್ಞಾನಿಕ ಬೆಲೆ ನಿಗದಿಪಡಿಸಬೇಕು, ಬೆಳೆ ನಷ್ಟ ಪರಿಹಾರವನ್ನು ಕೂಡಲೇ ಬಿಡುಗಡೆ ಮಾಡಬೇಕು ಎಂದು ಒತ್ತಾಯಿಸಿ ತಹಶೀಲ್ದಾರ್ ಮೂಲಕ ಸರ್ಕಾರಕ್ಕೆ ಮನವಿ ಸಲ್ಲಿಸಿದರು. ಪಟ್ಟಣದ ಮುಖ್ಯರಸ್ತೆಯಲ್ಲಿ ಬಿಜೆಪಿ ಕಾರ್ಯಕರ್ತರು ರೈತರ ವಿವಿಧ ಬೇಡಿಕೆಗಳ ಈಡೇರಿಕೆಗೆ ಆಗ್ರಹಿಸಿ ಪ್ರತಿಭಟನೆ ನಡೆಸಿದರು. ಕಬ್ಬು, ಭತ್ತ ಸೇರಿದಂತೆ ವಿವಿಧ ಬೆಳೆಗಳಿಗೆ ವೈಜ್ಞಾನಿಕ ಬೆಲೆ ನಿಗದಿಪಡಿಸಬೇಕು, ಬೆಳೆ ನಷ್ಟ ಪರಿಹಾರವನ್ನು ಕೂಡಲೇ ಬಿಡುಗಡೆ ಮಾಡಬೇಕು ಎಂದು ಒತ್ತಾಯಿಸಿ ತಹಶೀಲ್ದಾರ್ ಮೂಲಕ ಸರ್ಕಾರಕ್ಕೆ ಮನವಿ ಸಲ್ಲಿಸಿದರು. ಪಟ್ಟಣದ ಮುಖ್ಯರಸ್ತೆಯಲ್ಲಿ ಬಿಜೆಪಿ ಕಾರ್ಯಕರ್ತರು ರೈತರ ವಿವಿಧ ಬೇಡಿಕೆಗಳ ಈಡೇರಿಕೆಗೆ ಆಗ್ರಹಿಸಿ ಪ್ರತಿಭಟನೆ ನಡೆಸಿದರು. ಕಬ್ಬು, ಭತ್ತ ಸೇರಿದಂತೆ ವಿವಿಧ ಬೆಳೆಗಳಿಗೆ ವೈಜ್ಞಾನಿಕ ಬೆಲೆ ನಿಗದಿಪಡಿಸಬೇಕು, ಬೆಳೆ ನಷ್ಟ ಪರಿಹಾರವನ್ನು ಕೂಡಲೇ ಬಿಡುಗಡೆ ಮಾಡಬೇಕು ಎಂದು ಒತ್ತಾಯಿಸಿ ತಹಶೀಲ್ದಾರ್ ಮೂಲಕ ಸರ್ಕಾರಕ್ಕೆ ಮನವಿ ಸಲ್ಲಿಸಿದರು. — [458, 569, 912, 639]
photo-caption: ತಾಳಕಾಡಿನಲ್ಲಿ ಹಮ್ಮಿಕೊಂಡಿದ್ದ ಕನ್ನಡ ರಾಜ್ಯೋತ್ಸವವನ್ನು ಗಮಕ ವ್ಯಾಖ್ಯಾನ ಉಪನ್ಯಾಸಕ ಡಾ. ಕೃ.ಪಾ.ಮಂಜುನಾಥ್ ಉದ್ಘಾಟಿಸಿದರು. — [192, 1245, 416, 1266]
masthead-brand: ಮೈಸೂರು ಮಿತ್ರ — [595, 47, 702, 70]
article-headline-thimmakka: ಕಲ್ಲಬೆಟ್ಟದಲ್ಲಿ ಸಾಲುಮರದ ತಿಮ್ಮಕ್ಕರಿಗೆ ಶ್ರದ್ಧಾಂಜಲಿ — [672, 78, 898, 94]
divider — [528, 1096, 529, 1395]
registration-dot — [491, 1371, 502, 1382]
divider — [653, 78, 654, 405]
article-headline-bjp: ರೈತರ ಬೇಡಿಕೆ ಈಡೇರಿಕೆಗೆ ಆಗ್ರಹಿಸಿ ಬಿಜೆಪಿ ಪ್ರತಿಭಟನೆ — [529, 412, 841, 433]
registration-dot — [910, 4, 917, 11]
divider — [748, 692, 749, 952]
crop-mark-right — [930, 871, 945, 874]
